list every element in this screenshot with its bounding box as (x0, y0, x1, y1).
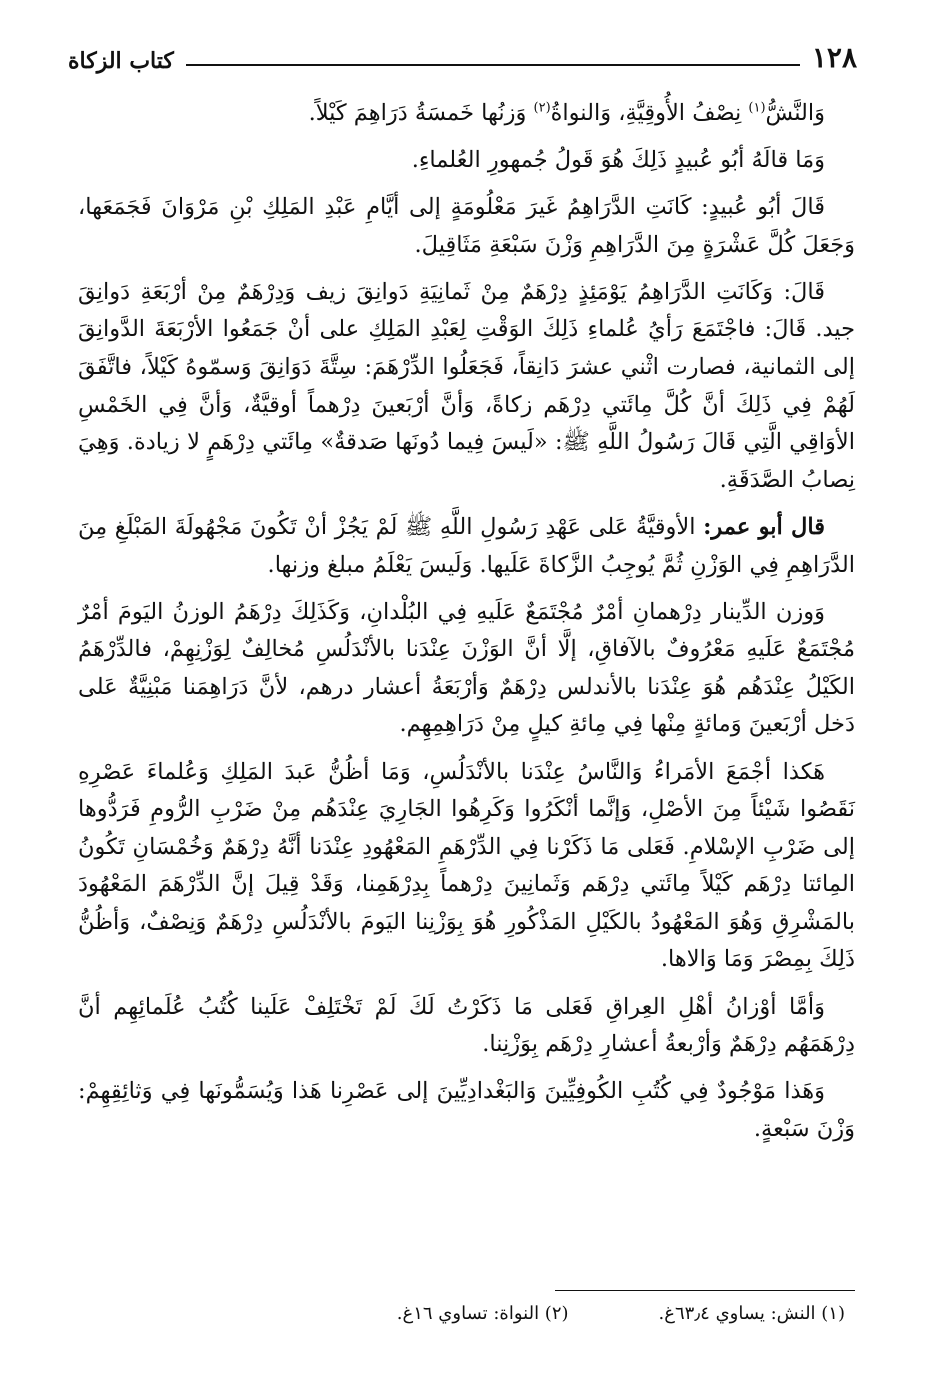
page-number: ١٢٨ (811, 41, 857, 74)
header-rule (186, 64, 800, 66)
paragraph-5 (78, 509, 855, 584)
footnote-divider (555, 1290, 855, 1291)
page-body (78, 95, 855, 1158)
speaker-label: قال أبو عمر: (703, 513, 825, 540)
paragraph-6: وَوزن الدِّينار دِرْهمانِ أمْرٌ مُجْتَمَعٌ عَلَيهِ فِي البُلْدانِ، وَكَذَلِكَ دِرْهَمُ الوزنُ اليَومَ أمْرٌ مُجْتَمَعٌ عَلَيهِ مَعْرُوفٌ بالآفاقِ، إلَّا أنَّ الوَزْنَ عِنْدَنا بالأنْدَلُسِ مُخالِفٌ لِوَزْنِهِمْ، فالدِّرْهَمُ الكَيْلُ عِنْدَهُم هُوَ عِنْدَنا بالأندلس دِرْهَمٌ وَأرْبَعَةُ أعشار درهم، لأنَّ دَرَاهِمَنا مَبْنِيَّةٌ عَلى دَخل أرْبَعينَ وَمائةٍ مِنْها فِي مِائةِ كيلٍ مِنْ دَرَاهِمِهِم. (78, 598, 855, 738)
paragraph-5-text: الأوقيَّةُ عَلى عَهْدِ رَسُولِ اللَّهِ ﷺ لَمْ يَجُزْ أنْ تَكُونَ مَجْهُولَةَ المَبْلَغِ مِنَ الدَّرَاهِمِ فِي الوَزْنِ ثُمَّ يُوجِبُ الزَّكاةَ عَلَيها. وَلَيسَ يَعْلَمُ مبلغ وزنها. (78, 513, 855, 578)
running-title: كتاب الزكاة (68, 48, 174, 74)
paragraph-1 (78, 95, 855, 133)
paragraph-8: وَأمَّا أوْزانُ أهْلِ العِراقِ فَعَلى مَا ذَكَرْتُ لَكَ لَمْ تَخْتَلِفْ عَلَينا كُتُبُ عُلَمائِهِم أنَّ دِرْهَمَهُم دِرْهَمٌ وَأرْبعةُ أعشارِ دِرْهَم بِوَزْنِنا. (78, 993, 855, 1058)
paragraph-2: وَمَا قالَهُ أبُو عُبيدٍ ذَلِكَ هُوَ قَولُ جُمهورِ العُلماءِ. (411, 147, 825, 174)
footnote-1: (١) النش: يساوي ٦٣٫٤غ. (658, 1303, 845, 1324)
footnote-2: (٢) النواة: تساوي ١٦غ. (396, 1303, 569, 1324)
footnote-ref-2: (٢) (533, 100, 551, 116)
page-header (68, 32, 857, 72)
paragraph-9: وَهَذا مَوْجُودٌ فِي كُتُبِ الكُوفِيِّينَ وَالبَغْدادِيِّينَ إلى عَصْرِنا هَذا وَيُسَمُّونَها فِي وَثائِقِهِمْ: وَزْنَ سَبْعةٍ. (78, 1078, 855, 1142)
paragraph-4: قَالَ: وَكَانَتِ الدَّرَاهِمُ يَوْمَئِذٍ دِرْهَمٌ مِنْ ثَمانِيَةِ دَوانِقَ زيف وَدِرْهَمٌ مِنْ أرْبَعَةِ دَوانِقَ جيد. قَالَ: فاجْتَمَعَ رَأيُ عُلماءِ ذَلِكَ الوَقْتِ لِعَبْدِ المَلِكِ على أنْ جَمَعُوا الأرْبَعَةَ الدَّوانِقَ إلى الثمانية، فصارت اثْني عشرَ دَانِقاً، فَجَعَلُوا الدِّرْهَمَ: سِتَّةَ دَوَانِقَ وَسمّوهُ كَيْلاً، فاتَّفَقَ لَهُمْ فِي ذَلِكَ أنَّ كُلَّ مِائَتي دِرْهَم زكاةً، وَأنَّ أرْبَعينَ دِرْهماً أوقيَّةٌ، وَأنَّ فِي الخَمْسِ الأوَاقِي الَّتِي قَالَ رَسُولُ اللَّهِ ﷺ: «لَيسَ فِيما دُونَها صَدقةٌ» مِائَتي دِرْهَمٍ لا زيادة. وَهِيَ نِصابُ الصَّدَقَةِ. (78, 278, 855, 493)
paragraph-3: قَالَ أبُو عُبيدٍ: كَانَتِ الدَّرَاهِمُ غَيرَ مَعْلُومَةٍ إلى أيَّامِ عَبْدِ المَلِكِ بْنِ مَرْوَانَ فَجَمَعَها، وَجَعَلَ كُلَّ عَشْرَةٍ مِنَ الدَّرَاهِمِ وَزْنَ سَبْعَةِ مَثَاقِيلَ. (78, 194, 855, 258)
p1-text-b: نِصْفُ الأُوقِيَّةِ، وَالنواةُ (550, 100, 749, 126)
footnotes (240, 1300, 845, 1328)
footnote-ref-1: (١) (748, 100, 766, 116)
p1-text-a: وَالنَّشُّ (765, 100, 825, 126)
paragraph-7: هَكذا أجْمَعَ الأمَراءُ وَالنَّاسُ عِنْدَنا بالأنْدَلُسِ، وَمَا أظُنُّ عَبدَ المَلِكِ وَعُلماءَ عَصْرِهِ نَقَصُوا شَيْئاً مِنَ الأصْلِ، وَإنَّما أنْكَرُوا وَكَرِهُوا الجَارِيَ عِنْدَهُم مِنْ ضَرْبِ الرُّومِ فَرَدُّوها إلى ضَرْبِ الإسْلامِ. فَعَلى مَا ذَكَرْنا فِي الدِّرْهَمِ المَعْهُودِ عِنْدَنا أنَّهُ دِرْهَمٌ وَخُمْسَانِ تَكُونُ المِائتا دِرْهَم كَيْلاً مِائَتي دِرْهَم وَثَمانِينَ دِرْهماً بِدِرْهَمِنا، وَقَدْ قِيلَ إنَّ الدِّرْهَمَ المَعْهُودَ بالمَشْرِقِ وَهُوَ المَعْهُودُ بالكَيْلِ المَذْكُورِ هُوَ بِوَزْنِنا اليَومَ بالأنْدَلُسِ دِرْهَمٌ وَنِصْفٌ، وَأظُنُّ ذَلِكَ بِمِصْرَ وَمَا وَالاها. (78, 758, 855, 973)
p1-text-c: وَزنُها خَمسَةُ دَرَاهِمَ كَيْلاً. (308, 100, 534, 126)
